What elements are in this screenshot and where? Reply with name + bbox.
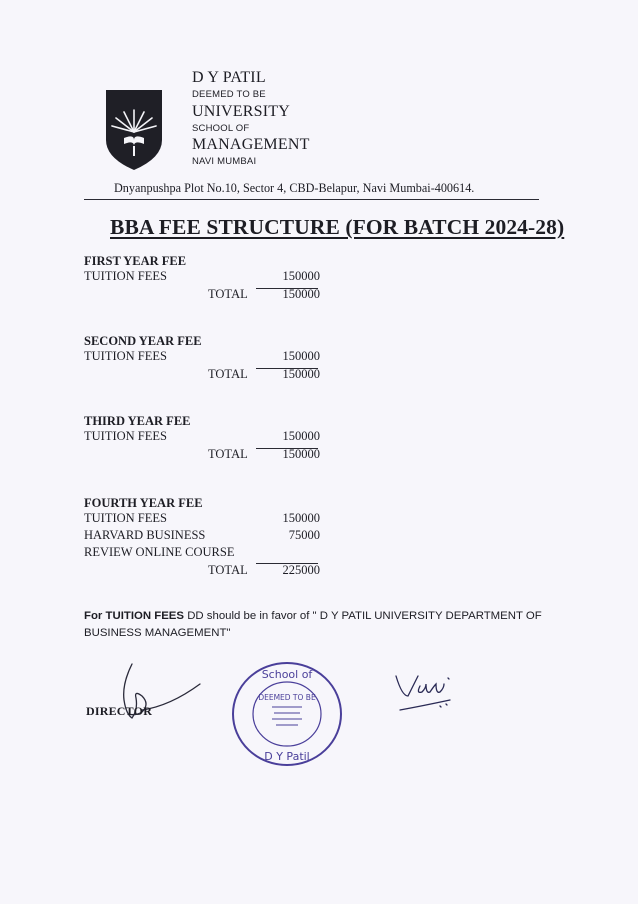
fee-row <box>84 528 324 545</box>
second-signature-icon <box>392 666 462 716</box>
fee-amount: 150000 <box>282 269 320 283</box>
total-amount: 150000 <box>282 447 320 461</box>
svg-text:D Y Patil: D Y Patil <box>264 750 310 763</box>
payment-note <box>84 608 544 642</box>
total-amount: 225000 <box>282 563 320 577</box>
total-label: TOTAL <box>208 287 248 301</box>
fee-label: TUITION FEES <box>84 429 167 443</box>
fee-amount: 150000 <box>282 429 320 443</box>
total-row <box>84 286 324 304</box>
year-title: SECOND YEAR FEE <box>84 334 202 348</box>
header-line-deemed: DEEMED TO BE <box>192 89 266 100</box>
fee-row <box>84 511 324 528</box>
header-line-university: UNIVERSITY <box>192 102 290 120</box>
fourth-year-fee-block <box>84 496 324 580</box>
header-line-navi-mumbai: NAVI MUMBAI <box>192 156 257 167</box>
year-title: THIRD YEAR FEE <box>84 414 191 428</box>
third-year-fee-block <box>84 414 324 464</box>
header-line-management: MANAGEMENT <box>192 136 310 153</box>
fee-label: TUITION FEES <box>84 349 167 363</box>
first-year-fee-block <box>84 254 324 304</box>
header-line-school-of: SCHOOL OF <box>192 122 250 134</box>
address-line: Dnyanpushpa Plot No.10, Sector 4, CBD-Belapur, Navi Mumbai-400614. <box>114 181 475 195</box>
note-text: DD should be in favor of " D Y PATIL UNIVERSITY DEPARTMENT OF BUSINESS MANAGEMENT" <box>84 610 542 639</box>
svg-text:DEEMED TO BE: DEEMED TO BE <box>258 693 316 702</box>
year-title: FOURTH YEAR FEE <box>84 496 203 510</box>
note-prefix: For <box>84 610 103 622</box>
header-divider <box>84 199 539 200</box>
total-amount: 150000 <box>282 367 320 381</box>
svg-text:School of: School of <box>261 668 313 681</box>
fee-amount: 150000 <box>282 349 320 363</box>
fee-amount: 75000 <box>288 528 320 542</box>
total-amount: 150000 <box>282 287 320 301</box>
total-row <box>84 446 324 464</box>
fee-row <box>84 349 324 366</box>
university-logo-icon <box>104 88 164 172</box>
university-name-block <box>192 70 310 167</box>
fee-row <box>84 545 324 562</box>
fee-label: REVIEW ONLINE COURSE <box>84 545 235 559</box>
director-label: DIRECTOR <box>86 704 153 718</box>
total-row <box>84 366 324 384</box>
fee-label: TUITION FEES <box>84 511 167 525</box>
fee-label: HARVARD BUSINESS <box>84 528 206 542</box>
director-signature-icon <box>112 660 202 730</box>
total-label: TOTAL <box>208 447 248 461</box>
fee-row <box>84 269 324 286</box>
note-bold: TUITION FEES <box>105 610 185 622</box>
year-title: FIRST YEAR FEE <box>84 254 187 268</box>
university-seal-icon <box>228 658 346 768</box>
page-title: BBA FEE STRUCTURE (FOR BATCH 2024-28) <box>110 215 565 239</box>
second-year-fee-block <box>84 334 324 384</box>
total-label: TOTAL <box>208 563 248 577</box>
total-label: TOTAL <box>208 367 248 381</box>
fee-label: TUITION FEES <box>84 269 167 283</box>
header-line-dypatil: D Y PATIL <box>192 69 266 86</box>
total-row <box>84 562 324 580</box>
fee-row <box>84 429 324 446</box>
fee-amount: 150000 <box>282 511 320 525</box>
